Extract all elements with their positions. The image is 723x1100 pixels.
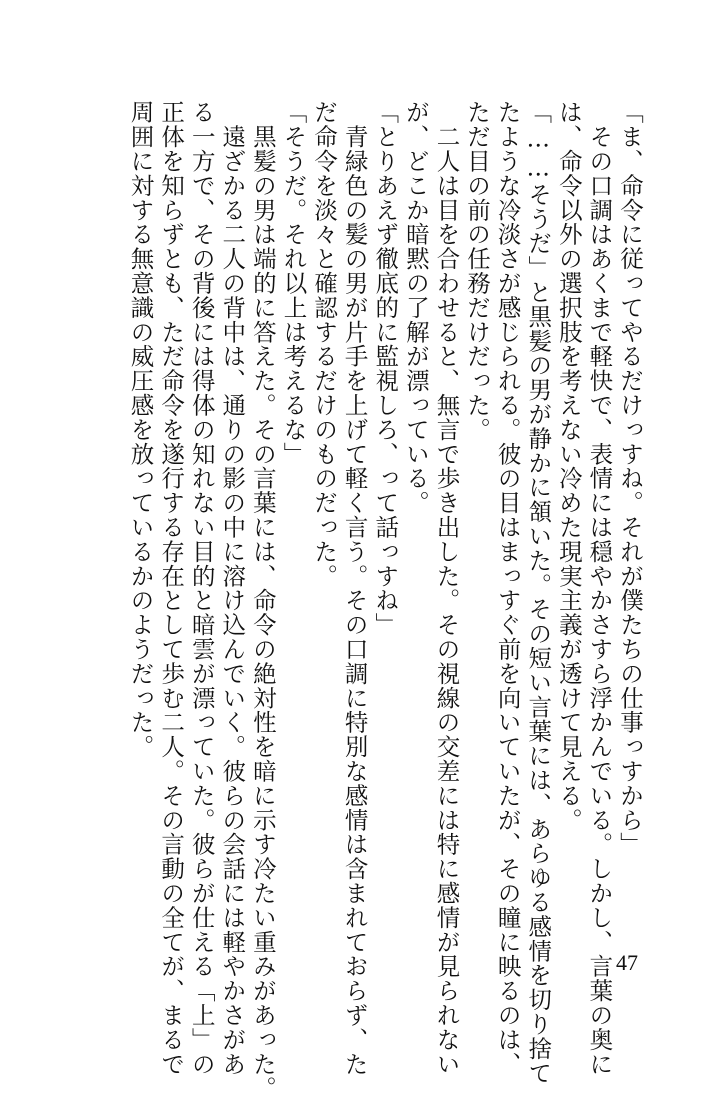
- text-line: る一方で、その背後には得体の知れない目的と暗雲が漂っていた。彼らが仕える「上」の: [187, 100, 216, 1076]
- text-line: 正体を知らずとも、ただ命令を遂行する存在として歩む二人。その言動の全てが、まるで: [157, 100, 186, 1076]
- text-line: 「とりあえず徹底的に監視しろ、って話っすね」: [371, 100, 400, 637]
- text-line: が、どこか暗黙の了解が漂っている。: [401, 100, 430, 515]
- text-line: は、命令以外の選択肢を考えない冷めた現実主義が透けて見える。: [554, 100, 583, 832]
- text-line: 「ま、命令に従ってやるだけっすね。それが僕たちの仕事っすから」: [616, 100, 644, 857]
- text-line: 「そうだ。それ以上は考えるな」: [279, 100, 308, 466]
- text-line: 遠ざかる二人の背中は、通りの影の中に溶け込んでいく。彼らの会話には軽やかさがあ: [218, 100, 247, 1076]
- text-line: 周囲に対する無意識の威圧感を放っているかのようだった。: [126, 100, 155, 759]
- text-line: ただ目の前の任務だけだった。: [463, 100, 492, 442]
- text-line: たような冷淡さが感じられる。彼の目はまっすぐ前を向いていたが、その瞳に映るのは、: [493, 100, 522, 1076]
- page-number: 47: [616, 950, 638, 975]
- text-line: 「……そうだ」と黒髪の男が静かに頷いた。その短い言葉には、あらゆる感情を切り捨て: [524, 100, 553, 1085]
- text-line: 二人は目を合わせると、無言で歩き出した。その視線の交差には特に感情が見られない: [432, 100, 461, 1076]
- text-line: その口調はあくまで軽快で、表情には穏やかさすら浮かんでいる。しかし、言葉の奥に: [585, 100, 614, 1076]
- text-line: 青緑色の髪の男が片手を上げて軽く言う。その口調に特別な感情は含まれておらず、た: [340, 100, 369, 1076]
- text-line: だ命令を淡々と確認するだけのものだった。: [310, 100, 339, 588]
- text-line: 黒髪の男は端的に答えた。その言葉には、命令の絶対性を暗に示す冷たい重みがあった。: [248, 100, 277, 1100]
